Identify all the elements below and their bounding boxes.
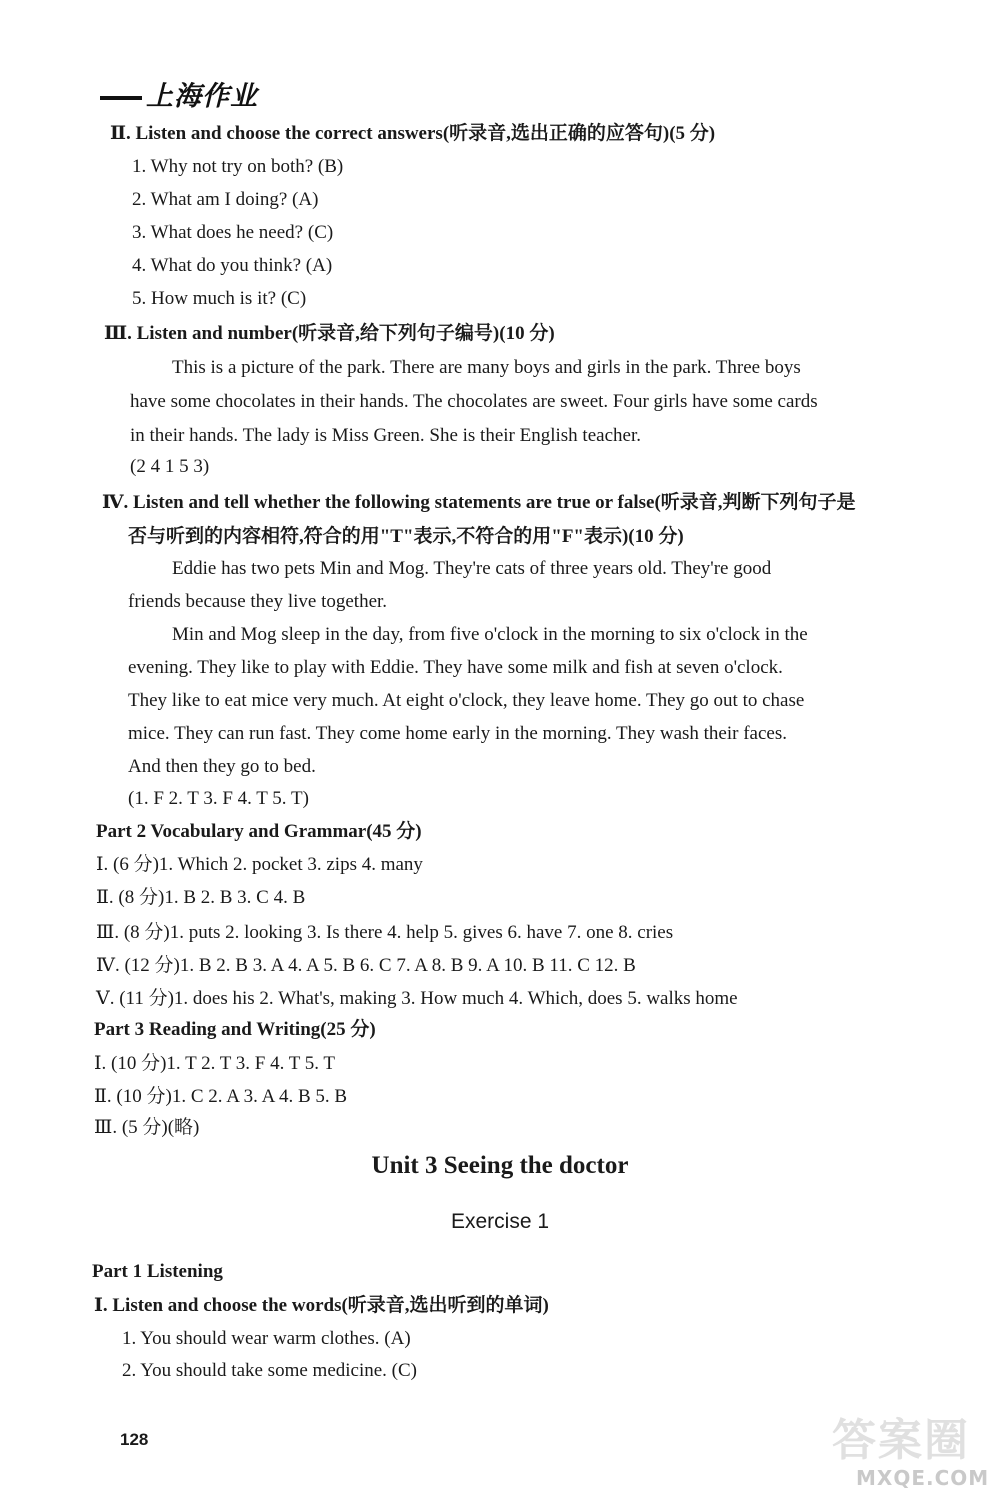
section-3-heading: Ⅲ. Listen and number(听录音,给下列句子编号)(10 分) xyxy=(104,323,555,344)
paragraph-line: mice. They can run fast. They come home early in the morning. They wash their faces. xyxy=(128,723,787,744)
answer-line: (2 4 1 5 3) xyxy=(130,456,210,477)
answer-line: 4. What do you think? (A) xyxy=(132,255,333,276)
answer-line: 1. Why not try on both? (B) xyxy=(132,156,344,177)
answer-line: Ⅴ. (11 分)1. does his 2. What's, making 3. How much 4. Which, does 5. walks home xyxy=(96,988,738,1009)
part-3-heading: Part 3 Reading and Writing(25 分) xyxy=(94,1019,376,1040)
section-2-heading: Ⅱ. Listen and choose the correct answers(听录音,选出正确的应答句)(5 分) xyxy=(110,123,716,144)
answer-line: (1. F 2. T 3. F 4. T 5. T) xyxy=(128,788,309,809)
answer-line: Ⅳ. (12 分)1. B 2. B 3. A 4. A 5. B 6. C 7. A 8. B 9. A 10. B 11. C 12. B xyxy=(96,955,636,976)
unit-title: Unit 3 Seeing the doctor xyxy=(371,1152,629,1179)
part-1-heading: Part 1 Listening xyxy=(92,1261,223,1282)
section-4-heading: Ⅳ. Listen and tell whether the following statements are true or false(听录音,判断下列句子是 xyxy=(102,492,856,513)
watermark-text: MXQE.COM xyxy=(856,1466,990,1490)
answer-line: Ⅱ. (8 分)1. B 2. B 3. C 4. B xyxy=(96,887,306,908)
page-number: 128 xyxy=(120,1430,149,1449)
answer-line: Ⅰ. (10 分)1. T 2. T 3. F 4. T 5. T xyxy=(94,1053,335,1074)
part-2-heading: Part 2 Vocabulary and Grammar(45 分) xyxy=(96,821,422,842)
answer-line: 5. How much is it? (C) xyxy=(132,288,307,309)
answer-line: 1. You should wear warm clothes. (A) xyxy=(122,1328,411,1349)
answer-line: 3. What does he need? (C) xyxy=(132,222,334,243)
paragraph-line: This is a picture of the park. There are many boys and girls in the park. Three boys xyxy=(172,357,801,378)
header-decoration xyxy=(100,96,142,100)
exercise-title: Exercise 1 xyxy=(450,1210,550,1233)
paragraph-line: Eddie has two pets Min and Mog. They're cats of three years old. They're good xyxy=(172,558,772,579)
watermark-logo: 答案圈 xyxy=(832,1415,970,1466)
answer-line: Ⅰ. (6 分)1. Which 2. pocket 3. zips 4. many xyxy=(96,854,423,875)
paragraph-line: And then they go to bed. xyxy=(128,756,316,777)
answer-line: 2. What am I doing? (A) xyxy=(132,189,319,210)
paragraph-line: in their hands. The lady is Miss Green. She is their English teacher. xyxy=(130,425,641,446)
unit3-section-1-heading: Ⅰ. Listen and choose the words(听录音,选出听到的单词) xyxy=(94,1295,549,1316)
header-logo: 上海作业 xyxy=(146,81,258,112)
paragraph-line: friends because they live together. xyxy=(128,591,388,612)
paragraph-line: Min and Mog sleep in the day, from five o'clock in the morning to six o'clock in the xyxy=(172,624,808,645)
paragraph-line: evening. They like to play with Eddie. They have some milk and fish at seven o'clock. xyxy=(128,657,783,678)
answer-line: Ⅲ. (5 分)(略) xyxy=(94,1117,200,1138)
paragraph-line: have some chocolates in their hands. The chocolates are sweet. Four girls have some cards xyxy=(130,391,818,412)
paragraph-line: They like to eat mice very much. At eight o'clock, they leave home. They go out to chase xyxy=(128,690,805,711)
section-4-heading-cont: 否与听到的内容相符,符合的用"T"表示,不符合的用"F"表示)(10 分) xyxy=(128,526,684,547)
answer-line: Ⅲ. (8 分)1. puts 2. looking 3. Is there 4. help 5. gives 6. have 7. one 8. cries xyxy=(96,922,674,943)
answer-line: Ⅱ. (10 分)1. C 2. A 3. A 4. B 5. B xyxy=(94,1086,348,1107)
answer-line: 2. You should take some medicine. (C) xyxy=(122,1360,418,1381)
